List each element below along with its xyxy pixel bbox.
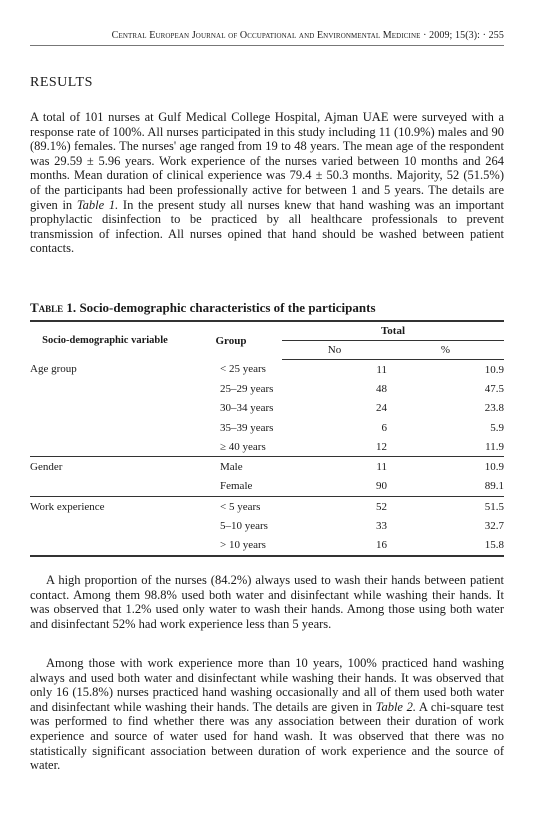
cell-variable: Work experience — [30, 500, 105, 513]
cell-group: 30–34 years — [220, 402, 274, 415]
cell-no: 6 — [381, 421, 387, 434]
column-header-variable: Socio-demographic variable — [30, 321, 180, 360]
cell-group: 25–29 years — [220, 382, 274, 395]
cell-percent: 23.8 — [484, 402, 504, 415]
table-row — [30, 379, 504, 398]
cell-group: Female — [220, 480, 253, 493]
cell-no: 16 — [282, 536, 387, 556]
table-row — [30, 418, 504, 437]
cell-variable — [30, 379, 180, 398]
cell-no: 11 — [376, 363, 387, 376]
table-caption-text: Socio-demographic characteristics of the participants — [76, 300, 376, 315]
results-paragraph-1: A total of 101 nurses at Gulf Medical College Hospital, Ajman UAE were surveyed with a response rate of 100%. All nurses participated in this study including 11 (10.9%) males and 90 (89.1%) females. The nurses' age ranged from 19 to 48 years. The mean age of the respondent was 29.59 ± 5.96 years. Work experience of the nurses varied between 10 months and 264 months. Mean duration of clinical experience was 79.4 ± 50.3 months. Majority, 52 (51.5%) of the participants had been professionally active for between 1 and 5 years. The details are given in Table 1. In the present study all nurses knew that hand washing was an important prophylactic disinfection to be practiced by all healthcare professionals to prevent transmission of infection. All nurses opined that hand should be washed between patient contacts. — [30, 110, 505, 256]
cell-no: 12 — [282, 437, 387, 457]
cell-no: 33 — [376, 520, 387, 533]
table-row — [30, 360, 504, 380]
column-header-no: No — [282, 341, 387, 360]
table-row — [30, 536, 504, 556]
cell-group: < 25 years — [220, 363, 266, 376]
table-1-reference: Table 1. — [76, 197, 119, 212]
table-row — [30, 497, 504, 517]
table-row — [30, 516, 504, 535]
cell-variable — [30, 477, 180, 497]
cell-percent: 5.9 — [490, 421, 504, 434]
cell-percent: 10.9 — [484, 461, 504, 474]
table-row — [30, 477, 504, 497]
table-row — [30, 457, 504, 477]
results-paragraph-2: A high proportion of the nurses (84.2%) always used to wash their hands between patient contact. Among them 98.8% used both water and disinfectant while washing their hands. It was observed that 1.2% used only water to wash their hands. Among those using both water and disinfectant 52% had work experience less than 5 years. — [30, 573, 504, 631]
cell-variable — [30, 399, 180, 418]
cell-variable: Age group — [30, 363, 77, 376]
cell-group: < 5 years — [220, 500, 261, 513]
column-header-group: Group — [180, 321, 282, 360]
cell-percent: 11.9 — [387, 437, 504, 457]
results-paragraph-3: Among those with work experience more than 10 years, 100% practiced hand washing always and used both water and disinfectant while washing their hands. It was observed that only 16 (15.8%) nurses practiced hand washing occasionally and all of them used both water and disinfectant while washing their hands. The details are given in Table 2. A chi-square test was performed to find whether there was any association between their duration of work experience and source of water used for hand wash. It was observed that there was no statistically significant association between duration of work experience and the source of water. — [30, 656, 504, 773]
cell-no: 48 — [376, 382, 387, 395]
table-row — [30, 437, 504, 457]
table-caption — [30, 300, 376, 316]
table-row — [30, 399, 504, 418]
journal-name: Central European Journal of Occupational and Environmental Medicine — [111, 30, 421, 41]
cell-percent: 15.8 — [387, 536, 504, 556]
running-header — [30, 30, 504, 46]
cell-percent: 32.7 — [484, 520, 504, 533]
cell-variable — [30, 437, 180, 457]
table-caption-label: Table 1. — [30, 300, 77, 315]
cell-variable: Gender — [30, 461, 63, 474]
cell-group: ≥ 40 years — [220, 440, 266, 453]
cell-percent: 89.1 — [387, 477, 504, 497]
cell-percent: 10.9 — [484, 363, 504, 376]
cell-group: Male — [220, 461, 243, 474]
cell-percent: 51.5 — [484, 500, 504, 513]
table-2-reference: Table 2. — [375, 699, 416, 714]
socio-demographic-table — [30, 320, 504, 557]
column-header-total: Total — [282, 321, 504, 341]
cell-group: 5–10 years — [220, 520, 268, 533]
section-heading: RESULTS — [30, 75, 93, 90]
cell-no: 11 — [376, 461, 387, 474]
cell-no: 24 — [376, 402, 387, 415]
cell-variable — [30, 516, 180, 535]
cell-percent: 47.5 — [484, 382, 504, 395]
cell-no: 52 — [376, 500, 387, 513]
cell-group: 35–39 years — [220, 421, 274, 434]
journal-citation: · 2009; 15(3): · 255 — [423, 30, 504, 41]
cell-group: > 10 years — [220, 539, 266, 552]
column-header-percent: % — [387, 341, 504, 360]
cell-variable — [30, 536, 180, 556]
cell-no: 90 — [282, 477, 387, 497]
cell-variable — [30, 418, 180, 437]
